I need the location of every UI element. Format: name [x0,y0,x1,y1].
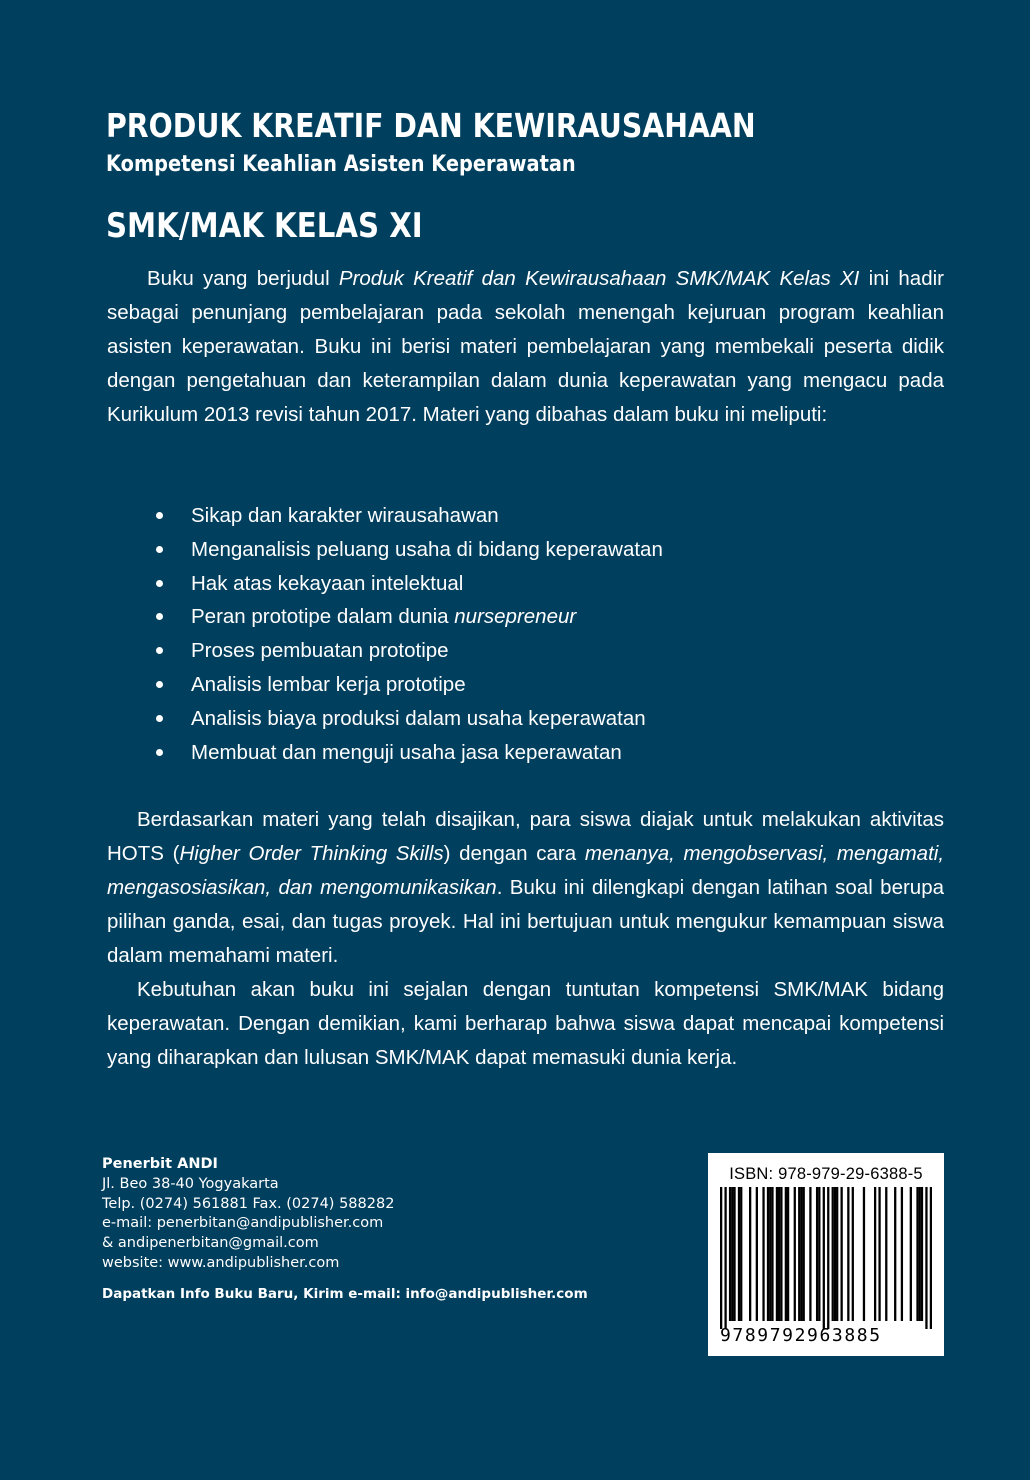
bullet-icon [156,647,163,654]
barcode-bar [910,1187,912,1321]
list-item [152,736,663,770]
intro-text-1: Buku yang berjudul [147,267,339,290]
isbn-label: ISBN: 978-979-29-6388-5 [729,1165,923,1183]
barcode-bar [733,1187,735,1321]
barcode-bar [827,1187,829,1329]
list-item [152,499,663,533]
hots-text-2: ) dengan cara [443,842,585,865]
barcode-bar [776,1187,778,1321]
topic-list [152,499,663,769]
list-item [152,634,663,668]
barcode-bar [894,1187,896,1321]
barcode-icon [720,1187,932,1329]
list-item-label: Analisis lembar kerja prototipe [191,672,466,696]
publisher-address: Jl. Beo 38-40 Yogyakarta [102,1175,279,1192]
barcode-bar [794,1187,796,1321]
barcode-bar [832,1187,834,1321]
barcode-digits: 9789792963885 [720,1325,882,1346]
barcode-bar [756,1187,758,1321]
list-item-label: Menganalisis peluang usaha di bidang keperawatan [191,537,663,561]
barcode-bar [863,1187,865,1321]
barcode-bar [878,1187,880,1321]
barcode-bar [836,1187,838,1321]
barcode-bar [919,1187,921,1321]
barcode-bar [762,1187,764,1321]
list-item-label: Membuat dan menguji usaha jasa keperawatan [191,740,622,764]
list-item [152,600,663,634]
barcode-bar [916,1187,918,1321]
barcode-bar [823,1187,825,1329]
intro-book-title: Produk Kreatif dan Kewirausahaan SMK/MAK Kelas XI [338,267,860,290]
barcode-bar [901,1187,903,1321]
list-item-label: Analisis biaya produksi dalam usaha keperawatan [191,706,646,730]
closing-text: Kebutuhan akan buku ini sejalan dengan tuntutan kompetensi SMK/MAK bidang keperawatan. Dengan demikian, kami berharap bahwa siswa dapat mencapai kompetensi yang diharapkan dan lulusan SMK/MAK dapat memasuki dunia kerja. [107,978,944,1069]
barcode-bar [778,1187,780,1321]
list-item [152,533,663,567]
barcode-bar [769,1187,771,1321]
barcode-bar [847,1187,849,1321]
hots-text-3: . Buku ini dilengkapi dengan latihan soal berupa pilihan ganda, esai, dan tugas proyek. Hal ini bertujuan untuk mengukur kemampuan siswa dalam memahami materi. [107,876,945,967]
list-item-label: Peran prototipe dalam dunia [191,605,455,629]
publisher-website: website: www.andipublisher.com [102,1254,340,1271]
class-title: SMK/MAK KELAS XI [106,206,423,246]
bullet-icon [156,715,163,722]
list-item-label: Sikap dan karakter wirausahawan [191,504,499,527]
barcode-bar [798,1187,800,1321]
barcode-bar [740,1187,742,1321]
hots-italic-2: menanya, mengobservasi, mengamati, mengasosiasikan, dan mengomunikasikan [107,842,945,899]
barcode-bar [834,1187,836,1321]
barcode-bar [800,1187,802,1321]
barcode-bar [780,1187,782,1321]
closing-paragraph [107,973,944,1075]
publisher-email-alt: & andipenerbitan@gmail.com [102,1235,319,1252]
list-item-label: Hak atas kekayaan intelektual [191,571,464,595]
barcode-bar [921,1187,923,1321]
hots-italic-1: Higher Order Thinking Skills [179,842,444,865]
barcode-bar [885,1187,887,1321]
barcode-bar [818,1187,820,1321]
barcode-bar [787,1187,789,1321]
list-item-italic: nursepreneur [454,605,577,629]
publisher-phone: Telp. (0274) 561881 Fax. (0274) 588282 [102,1195,395,1212]
hots-paragraph [107,803,944,973]
intro-paragraph [107,262,944,432]
bullet-icon [156,546,163,553]
barcode-bar [809,1187,811,1321]
bullet-icon [156,512,163,519]
list-item [152,567,663,601]
book-subtitle: Kompetensi Keahlian Asisten Keperawatan [106,152,576,177]
bullet-icon [156,580,163,587]
barcode-bar [771,1187,773,1321]
barcode-bar [729,1187,731,1321]
book-title: PRODUK KREATIF DAN KEWIRAUSAHAAN [106,106,756,145]
publisher-email: e-mail: penerbitan@andipublisher.com [102,1215,384,1232]
bullet-icon [156,681,163,688]
barcode-bar [816,1187,818,1321]
barcode-bar [874,1187,876,1321]
list-item [152,668,663,702]
hots-text-1: Berdasarkan materi yang telah disajikan, para siswa diajak untuk melakukan aktivitas HOTS ( [107,808,944,865]
barcode-bar [803,1187,805,1321]
isbn-barcode-box [708,1153,944,1356]
list-item [152,702,663,736]
barcode-bar [720,1187,722,1329]
barcode-bar [749,1187,751,1321]
publisher-info [102,1155,394,1274]
barcode-bar [738,1187,740,1321]
barcode-bar [785,1187,787,1321]
intro-text-2: ini hadir sebagai penunjang pembelajaran pada sekolah menengah kejuruan program keahlian asisten keperawatan. Buku ini berisi materi pembelajaran yang membekali peserta didik dengan pengetahuan dan keterampilan dalam dunia keperawatan yang mengacu pada Kurikulum 2013 revisi tahun 2017. Materi yang dibahas dalam buku ini meliputi: [107,267,944,426]
barcode-bar [930,1187,932,1329]
barcode-bar [724,1187,726,1329]
barcode-bar [852,1187,854,1321]
list-item-label: Proses pembuatan prototipe [191,639,449,663]
bullet-icon [156,613,163,620]
barcode-bar [925,1187,927,1329]
info-line: Dapatkan Info Buku Baru, Kirim e-mail: info@andipublisher.com [102,1286,588,1302]
barcode-bar [767,1187,769,1321]
publisher-name: Penerbit ANDI [102,1156,218,1172]
barcode-bar [841,1187,843,1321]
bullet-icon [156,749,163,756]
barcode-bar [731,1187,733,1321]
